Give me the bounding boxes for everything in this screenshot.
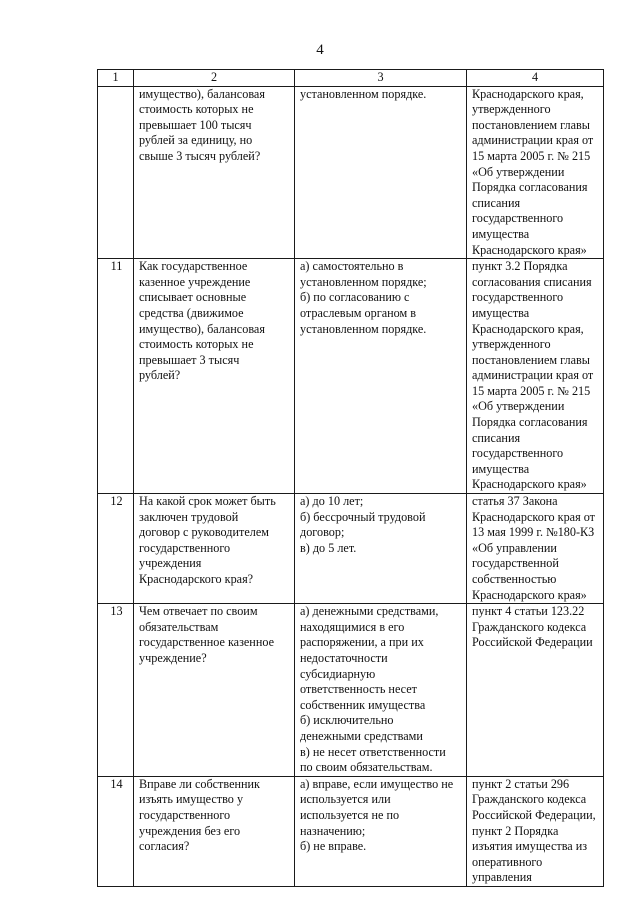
source-cell: пункт 2 статьи 296 Гражданского кодекса Российской Федерации, пункт 2 Порядка изъятия имущества из оперативного управления bbox=[467, 776, 604, 886]
table-row bbox=[98, 259, 604, 494]
table-header-row bbox=[98, 70, 604, 87]
row-number: 13 bbox=[98, 604, 134, 777]
answers-cell: а) самостоятельно в установленном порядке; б) по согласованию с отраслевым органом в установленном порядке. bbox=[295, 259, 467, 494]
question-cell: имущество), балансовая стоимость которых не превышает 100 тысяч рублей за единицу, но свыше 3 тысяч рублей? bbox=[134, 86, 295, 259]
column-header-source: 4 bbox=[467, 70, 604, 87]
question-cell: Как государственное казенное учреждение списывает основные средства (движимое имущество), балансовая стоимость которых не превышает 3 тысяч рублей? bbox=[134, 259, 295, 494]
question-cell: Вправе ли собственник изъять имущество у государственного учреждения без его согласия? bbox=[134, 776, 295, 886]
source-cell: пункт 3.2 Порядка согласования списания государственного имущества Краснодарского края, утвержденного постановлением главы администрации края от 15 марта 2005 г. № 215 «Об утверждении Порядка согласования списания государственного имущества Краснодарского края» bbox=[467, 259, 604, 494]
answers-cell: а) вправе, если имущество не используется или используется не по назначению; б) не вправе. bbox=[295, 776, 467, 886]
source-cell: статья 37 Закона Краснодарского края от 13 мая 1999 г. №180-КЗ «Об управлении государственной собственностью Краснодарского края» bbox=[467, 494, 604, 604]
question-cell: Чем отвечает по своим обязательствам государственное казенное учреждение? bbox=[134, 604, 295, 777]
source-cell: пункт 4 статьи 123.22 Гражданского кодекса Российской Федерации bbox=[467, 604, 604, 777]
questions-table bbox=[97, 69, 604, 887]
column-header-answers: 3 bbox=[295, 70, 467, 87]
source-cell: Краснодарского края, утвержденного постановлением главы администрации края от 15 марта 2005 г. № 215 «Об утверждении Порядка согласования списания государственного имущества Краснодарского края» bbox=[467, 86, 604, 259]
row-number: 12 bbox=[98, 494, 134, 604]
table-row bbox=[98, 86, 604, 259]
row-number: 11 bbox=[98, 259, 134, 494]
table-row bbox=[98, 494, 604, 604]
answers-cell: установленном порядке. bbox=[295, 86, 467, 259]
table-row bbox=[98, 776, 604, 886]
answers-cell: а) до 10 лет; б) бессрочный трудовой договор; в) до 5 лет. bbox=[295, 494, 467, 604]
page-number: 4 bbox=[316, 42, 324, 58]
table-row bbox=[98, 604, 604, 777]
question-cell: На какой срок может быть заключен трудовой договор с руководителем государственного учреждения Краснодарского края? bbox=[134, 494, 295, 604]
column-header-number: 1 bbox=[98, 70, 134, 87]
answers-cell: а) денежными средствами, находящимися в его распоряжении, а при их недостаточности субсидиарную ответственность несет собственник имущества б) исключительно денежными средствами в) не несет ответственности по своим обязательствам. bbox=[295, 604, 467, 777]
column-header-question: 2 bbox=[134, 70, 295, 87]
row-number: 14 bbox=[98, 776, 134, 886]
row-number bbox=[98, 86, 134, 259]
